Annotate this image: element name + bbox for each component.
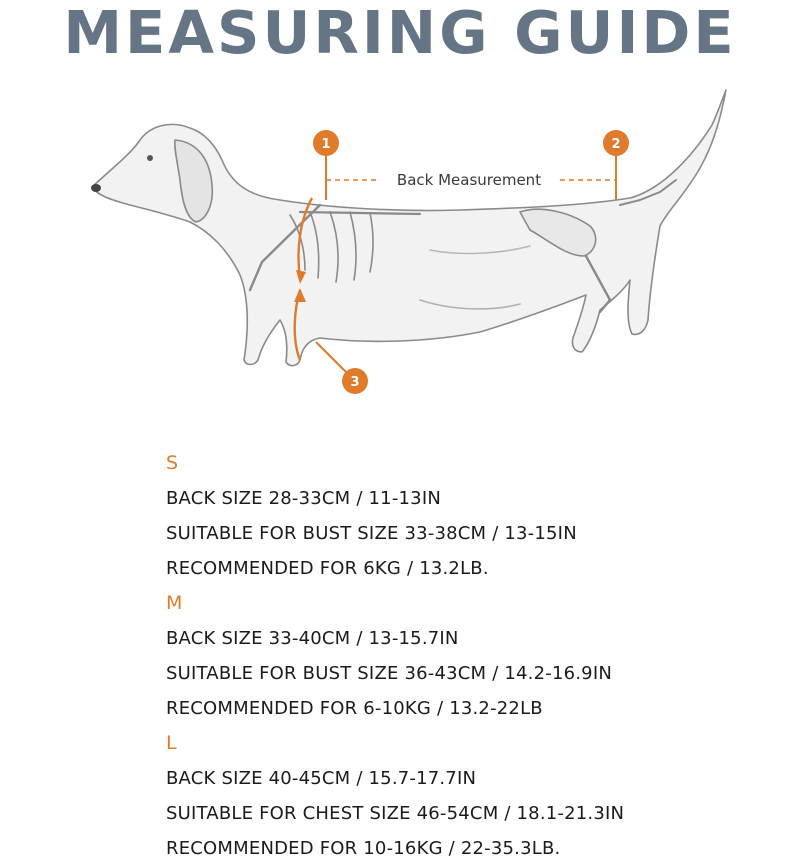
back-size-line: BACK SIZE 28-33CM / 11-13IN xyxy=(166,488,441,509)
back-size-line: BACK SIZE 33-40CM / 13-15.7IN xyxy=(166,628,459,649)
svg-text:2: 2 xyxy=(611,137,621,152)
svg-text:1: 1 xyxy=(321,137,331,152)
size-label: S xyxy=(166,452,179,474)
recommended-weight-line: RECOMMENDED FOR 10-16KG / 22-35.3LB. xyxy=(166,838,561,859)
back-size-line: BACK SIZE 40-45CM / 15.7-17.7IN xyxy=(166,768,477,789)
marker-2 xyxy=(603,130,629,156)
size-chart xyxy=(166,452,786,860)
size-block-m xyxy=(166,592,786,720)
marker-3 xyxy=(342,368,368,394)
dog-illustration xyxy=(91,90,726,366)
recommended-weight-line: RECOMMENDED FOR 6-10KG / 13.2-22LB xyxy=(166,698,543,719)
bust-size-line: SUITABLE FOR BUST SIZE 33-38CM / 13-15IN xyxy=(166,523,577,544)
size-label: L xyxy=(166,732,177,754)
svg-text:3: 3 xyxy=(350,375,360,390)
recommended-weight-line: RECOMMENDED FOR 6KG / 13.2LB. xyxy=(166,558,489,579)
size-block-s xyxy=(166,452,786,580)
chest-size-line: SUITABLE FOR CHEST SIZE 46-54CM / 18.1-21.3IN xyxy=(166,803,625,824)
bust-size-line: SUITABLE FOR BUST SIZE 36-43CM / 14.2-16.9IN xyxy=(166,663,613,684)
size-label: M xyxy=(166,592,183,614)
back-measurement-label: Back Measurement xyxy=(396,171,542,189)
page-title: MEASURING GUIDE xyxy=(63,0,737,67)
marker-1 xyxy=(313,130,339,156)
size-block-l xyxy=(166,732,786,860)
dog-measurement-diagram xyxy=(0,80,800,410)
